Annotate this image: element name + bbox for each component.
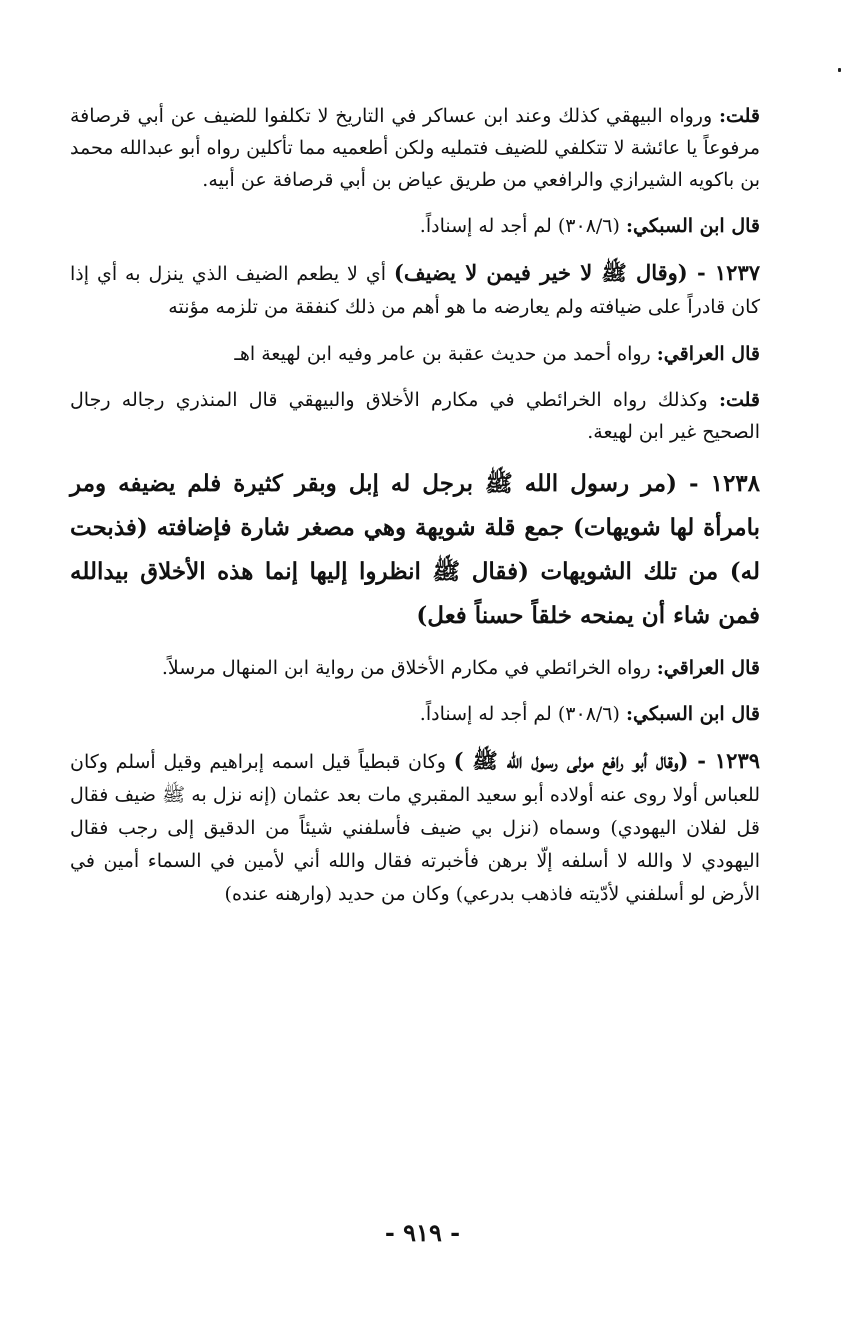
hadith-number: ١٢٣٩ - [697, 748, 761, 773]
paragraph-label: قال ابن السبكي: [625, 215, 760, 237]
paragraph-label: قلت: [718, 105, 760, 127]
hadith-number: ١٢٣٨ - [689, 470, 761, 497]
paragraph-text: رواه الخرائطي في مكارم الأخلاق من رواية ابن المنهال مرسلاً. [161, 657, 657, 679]
paragraph-text: (٣٠٨/٦) لم أجد له إسناداً. [419, 215, 626, 237]
hadith-1237 [70, 256, 760, 324]
paragraph-iraqi-2 [70, 652, 760, 684]
hadith-text: (وقال أبو رافع مولى رسول الله ﷺ ) [453, 748, 698, 773]
paragraph-qultu-1 [70, 100, 760, 196]
hadith-1239 [70, 744, 760, 911]
margin-mark [838, 68, 841, 72]
hadith-commentary: وكان قبطياً قيل اسمه إبراهيم وقيل أسلم وكان للعباس أولا روى عنه أولاده أبو سعيد المقبري مات بعد عثمان (إنه نزل به ﷺ ضيف فقال قل لفلان اليهودي) وسماه (نزل بي ضيف فأسلفني شيئاً من الدقيق إلى رجب فقال اليهودي لا والله لا أسلفه إلّا برهن فأخبرته فقال والله أني لأمين في السماء أمين في الأرض لو أسلفني لأدّيته فاذهب بدرعي) وكان من حديد (وارهنه عنده) [70, 751, 760, 905]
paragraph-text: ورواه البيهقي كذلك وعند ابن عساكر في التاريخ لا تكلفوا للضيف عن أبي قرصافة مرفوعاً يا عائشة لا تتكلفي للضيف فتمليه ولكن أطعميه مما تأكلين رواه أبو عبدالله محمد بن باكويه الشيرازي والرافعي من طريق عياض بن أبي قرصافة عن أبيه. [70, 105, 760, 191]
hadith-text: (وقال ﷺ لا خير فيمن لا يضيف) [393, 260, 697, 285]
page-body [70, 100, 760, 925]
hadith-commentary: أي لا يطعم الضيف الذي ينزل به أي إذا كان قادراً على ضيافته ولم يعارضه ما هو أهم من ذلك كنفقة من تلزمه مؤنته [70, 263, 760, 318]
hadith-text: (مر رسول الله ﷺ برجل له إبل وبقر كثيرة فلم يضيفه ومر بامرأة لها شويهات) جمع قلة شويهة وهي مصغر شارة فإضافته (فذبحت له) من تلك الشويهات (فقال ﷺ انظروا إليها إنما هذه الأخلاق بيدالله فمن شاء أن يمنحه خلقاً حسناً فعل) [70, 470, 760, 629]
hadith-number: ١٢٣٧ - [696, 260, 761, 285]
paragraph-iraqi-1 [70, 338, 760, 370]
paragraph-label: قال ابن السبكي: [625, 703, 760, 725]
paragraph-ibn-subki-1 [70, 210, 760, 242]
paragraph-label: قال العراقي: [656, 343, 760, 365]
paragraph-label: قلت: [718, 389, 761, 411]
hadith-1238 [70, 462, 760, 638]
paragraph-ibn-subki-2 [70, 698, 760, 730]
paragraph-label: قال العراقي: [656, 657, 760, 679]
paragraph-text: (٣٠٨/٦) لم أجد له إسناداً. [419, 703, 626, 725]
page-number: - ٩١٩ - [384, 1218, 461, 1247]
paragraph-qultu-2 [70, 384, 760, 448]
paragraph-text: وكذلك رواه الخرائطي في مكارم الأخلاق والبيهقي قال المنذري رجاله رجال الصحيح غير ابن لهيعة. [70, 389, 760, 443]
paragraph-text: رواه أحمد من حديث عقبة بن عامر وفيه ابن لهيعة اهـ [234, 343, 657, 365]
